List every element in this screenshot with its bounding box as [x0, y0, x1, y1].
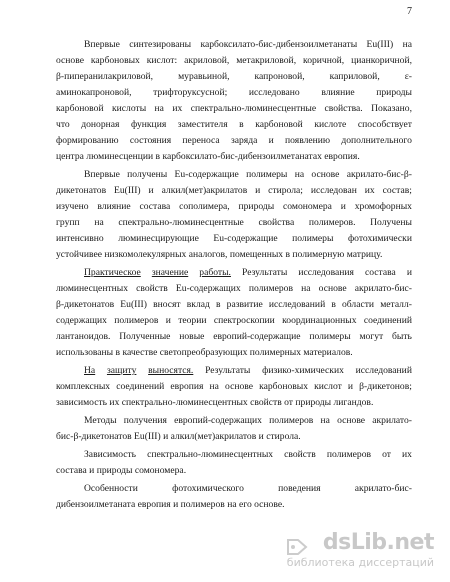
text-line: Впервые получены Eu-содержащие полимеры на основе акрилато-бис-β- — [84, 169, 412, 180]
text-line: групп на спектрально-люминесцентные свойства полимеров. Получены — [56, 217, 412, 228]
text-line: использованы в качестве светопреобразующих полимерных материалов. — [56, 347, 353, 358]
text-line: карбоновой кислоты на их спектрально-люминесцентные свойства. Показано, — [56, 103, 412, 114]
watermark-subtitle: библиотека диссертаций — [286, 556, 434, 569]
text-line: β-дикетонатов Eu(III) вносят вклад в развитие исследований в области металл- — [56, 299, 412, 310]
document-body — [56, 37, 412, 513]
text-line: β-пиперанилакриловой, муравьиной, капроновой, каприловой, ε- — [56, 71, 412, 82]
text-line: дибензоилметаната европия и полимеров на его основе. — [56, 499, 285, 510]
text-line: состава и природы сомономера. — [56, 465, 187, 476]
text-line: Зависимость спектрально-люминесцентных свойств полимеров от их — [84, 449, 412, 460]
text-line: что донорная функция заместителя в карбоновой кислоте способствует — [56, 119, 412, 130]
tag-icon — [286, 536, 308, 558]
text-line: изучено влияние состава сополимера, природы сомономера и хромофорных — [56, 201, 412, 212]
text-line: Практическое значение работы. Результаты исследования состава и — [84, 267, 412, 278]
text-line: дикетонатов Eu(III) и алкил(мет)акрилатов и стирола; исследован их состав; — [56, 185, 412, 196]
text-line: формированию состояния переноса заряда и появлению дополнительного — [56, 135, 412, 146]
text-line: зависимость их спектрально-люминесцентных свойств от природы лигандов. — [56, 397, 374, 408]
text-line: интенсивно люминесцирующие Eu-содержащие полимеры фотохимически — [56, 233, 412, 244]
text-line: люминесцентных свойств Eu-содержащих полимеров на основе акрилато-бис- — [56, 283, 412, 294]
text-line: Особенности фотохимического поведения акрилато-бис- — [84, 483, 412, 494]
page-number: 7 — [407, 6, 412, 17]
text-line: центра люминесценции в карбоксилато-бис-дибензоилметанатах европия. — [56, 151, 360, 162]
watermark — [286, 530, 436, 570]
text-line: бис-β-дикетонатов Eu(III) и алкил(мет)акрилатов и стирола. — [56, 431, 301, 442]
text-line: устойчивее низкомолекулярных аналогов, помещенных в полимерную матрицу. — [56, 249, 383, 260]
text-line: Методы получения европий-содержащих полимеров на основе акрилато- — [84, 415, 412, 426]
text-line: На защиту выносятся. Результаты физико-химических исследований — [84, 365, 412, 376]
watermark-brand: dsLib.net — [322, 530, 434, 555]
text-line: Впервые синтезированы карбоксилато-бис-дибензоилметанаты Eu(III) на — [84, 39, 412, 50]
text-line: содержащих полимеров и теории спектроскопии координационных соединений — [56, 315, 412, 326]
text-line: основе карбоновых кислот: акриловой, метакриловой, коричной, цианкоричной, — [56, 55, 412, 66]
text-line: лантаноидов. Полученные новые европий-содержащие полимеры могут быть — [56, 331, 412, 342]
text-line: аминокапроновой, трифторуксусной; исследовано влияние природы — [56, 87, 412, 98]
text-line: комплексных соединений европия на основе карбоновых кислот и β-дикетонов; — [56, 381, 412, 392]
